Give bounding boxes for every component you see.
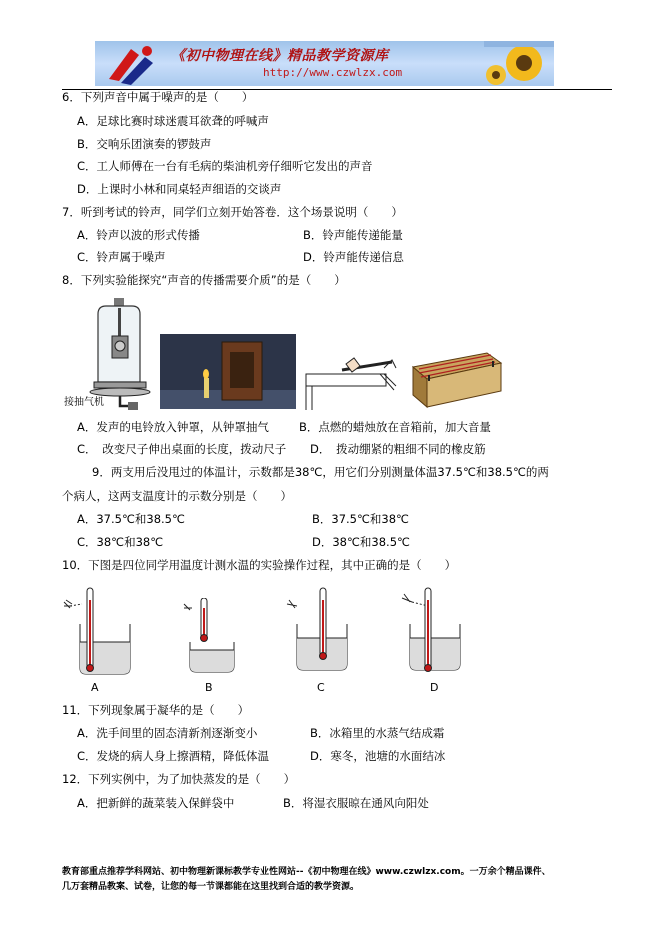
question-11-option-c: C．发烧的病人身上擦酒精，降低体温 — [77, 749, 270, 763]
thermometer-label-d: D — [430, 681, 439, 694]
question-6-option-b: B．交响乐团演奏的锣鼓声 — [77, 137, 212, 151]
question-9-option-b: B．37.5℃和38℃ — [312, 512, 409, 526]
question-7-option-a: A．铃声以波的形式传播 — [77, 228, 200, 242]
thermometer-label-a: A — [91, 681, 99, 694]
question-12-option-a: A．把新鲜的蔬菜装入保鲜袋中 — [77, 796, 235, 810]
question-9-option-a: A．37.5℃和38.5℃ — [77, 512, 185, 526]
thermometer-label-c: C — [317, 681, 325, 694]
question-9-option-d: D．38℃和38.5℃ — [312, 535, 410, 549]
banner-title: 《初中物理在线》精品教学资源库 — [171, 48, 389, 64]
question-8-figure-label: 接抽气机 — [64, 397, 104, 408]
question-8-option-c: C． 改变尺子伸出桌面的长度，拨动尺子 — [77, 442, 287, 456]
question-6-option-a: A．足球比赛时球迷震耳欲聋的呼喊声 — [77, 114, 269, 128]
question-11-option-b: B．冰箱里的水蒸气结成霜 — [310, 726, 445, 740]
question-8-option-a: A．发声的电铃放入钟罩，从钟罩抽气 — [77, 420, 269, 434]
question-9-stem-line1: 9．两支用后没甩过的体温计，示数都是38℃，用它们分别测量体温37.5℃和38.5℃的两 — [92, 465, 549, 479]
question-7-option-c: C．铃声属于噪声 — [77, 250, 166, 264]
rubber-band-box-figure — [403, 345, 503, 410]
thermometer-figure-a — [60, 580, 135, 676]
sunflower-image — [484, 41, 554, 86]
question-12-option-b: B．将湿衣服晾在通风向阳处 — [283, 796, 429, 810]
question-9-option-c: C．38℃和38℃ — [77, 535, 164, 549]
question-8-option-b: B．点燃的蜡烛放在音箱前，加大音量 — [299, 420, 491, 434]
header-banner — [95, 41, 554, 86]
question-7-option-d: D．铃声能传递信息 — [303, 250, 404, 264]
question-11-stem: 11．下列现象属于凝华的是（ ） — [62, 703, 250, 717]
thermometer-figure-c — [285, 584, 350, 676]
question-12-stem: 12．下列实例中，为了加快蒸发的是（ ） — [62, 772, 296, 786]
question-10-stem: 10．下图是四位同学用温度计测水温的实验操作过程，其中正确的是（ ） — [62, 558, 457, 572]
banner-url: http://www.czwlzx.com — [263, 66, 403, 79]
footer-line-2: 几万套精品教案、试卷，让您的每一节课都能在这里找到合适的教学资源。 — [62, 882, 360, 892]
question-7-option-b: B．铃声能传递能量 — [303, 228, 403, 242]
thermometer-figure-b — [180, 598, 240, 678]
ruler-table-figure — [302, 340, 397, 410]
footer-line-1: 教育部重点推荐学科网站、初中物理新课标教学专业性网站--《初中物理在线》www.czwlzx.com。一万余个精品课件、 — [62, 867, 551, 877]
candle-speaker-photo — [160, 334, 296, 409]
question-6-option-d: D．上课时小林和同桌轻声细语的交谈声 — [77, 182, 282, 196]
question-8-stem: 8．下列实验能探究“声音的传播需要介质”的是（ ） — [62, 273, 346, 287]
thermometer-figure-d — [400, 584, 465, 676]
site-logo — [101, 41, 161, 86]
question-6-stem: 6．下列声音中属于噪声的是（ ） — [62, 90, 254, 104]
page-footer — [62, 865, 622, 895]
question-6-option-c: C．工人师傅在一台有毛病的柴油机旁仔细听它发出的声音 — [77, 159, 373, 173]
question-7-stem: 7．听到考试的铃声，同学们立刻开始答卷．这个场景说明（ ） — [62, 205, 403, 219]
question-11-option-d: D．寒冬，池塘的水面结冰 — [310, 749, 446, 763]
question-8-option-d: D． 拨动绷紧的粗细不同的橡皮筋 — [310, 442, 486, 456]
thermometer-label-b: B — [205, 681, 213, 694]
question-11-option-a: A．洗手间里的固态清新剂逐渐变小 — [77, 726, 258, 740]
question-9-stem-line2: 个病人，这两支温度计的示数分别是（ ） — [62, 489, 292, 503]
